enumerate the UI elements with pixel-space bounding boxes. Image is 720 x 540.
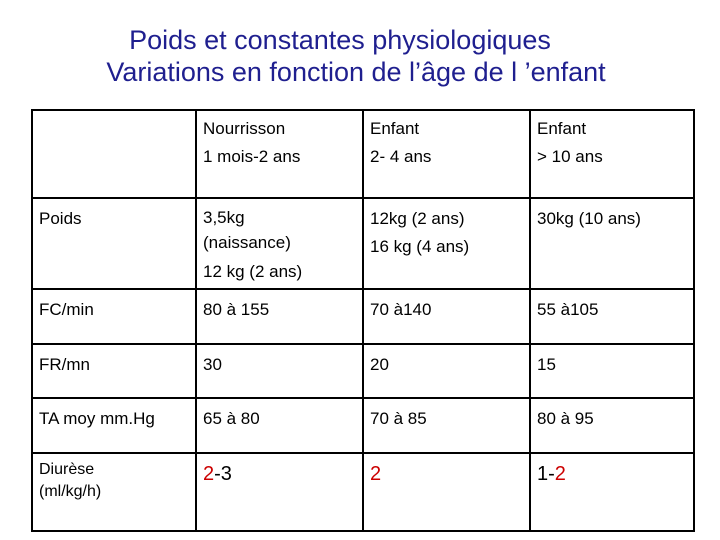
- cell-line: 30kg (10 ans): [537, 209, 641, 228]
- row-label: Poids: [32, 198, 196, 289]
- header-cell-enfant-10: [530, 110, 694, 198]
- value-part: 1: [537, 463, 549, 485]
- table-cell: [196, 453, 363, 531]
- row-label: [32, 453, 196, 531]
- table-cell: 30: [196, 344, 363, 398]
- value-part: 2: [370, 463, 382, 485]
- table-cell: 65 à 80: [196, 398, 363, 453]
- cell-line: 12 kg (2 ans): [203, 262, 303, 281]
- table-cell: 70 à 85: [363, 398, 530, 453]
- header-label: Nourrisson: [203, 119, 286, 138]
- value-separator: -: [214, 463, 221, 485]
- table-cell: [196, 198, 363, 289]
- table-cell: 20: [363, 344, 530, 398]
- value-separator: -: [548, 463, 555, 485]
- table-cell: 80 à 155: [196, 289, 363, 344]
- table-row-fr: [32, 344, 694, 398]
- table-row-fc: [32, 289, 694, 344]
- header-label: Enfant: [370, 119, 420, 138]
- cell-line: 12kg (2 ans): [370, 209, 465, 228]
- table-cell: 70 à140: [363, 289, 530, 344]
- table-cell: [363, 453, 530, 531]
- value-part: 3: [220, 463, 232, 485]
- header-age-range: 2- 4 ans: [370, 147, 432, 166]
- header-age-range: 1 mois-2 ans: [203, 147, 301, 166]
- row-label: FR/mn: [32, 344, 196, 398]
- value-part: 2: [203, 463, 215, 485]
- header-label: Enfant: [537, 119, 587, 138]
- physiology-table: [31, 109, 695, 532]
- cell-line: 3,5kg: [203, 208, 245, 227]
- header-cell-enfant-2-4: [363, 110, 530, 198]
- row-label: FC/min: [32, 289, 196, 344]
- table-cell: 55 à105: [530, 289, 694, 344]
- table-cell: [363, 198, 530, 289]
- row-label: TA moy mm.Hg: [32, 398, 196, 453]
- table-row-diurese: [32, 453, 694, 531]
- header-cell-empty: [32, 110, 196, 198]
- row-label-line: Diurèse: [39, 461, 95, 478]
- page-title: [0, 24, 720, 88]
- table-cell: [530, 198, 694, 289]
- header-cell-nourrisson: [196, 110, 363, 198]
- table-cell: 15: [530, 344, 694, 398]
- value-part: 2: [554, 463, 566, 485]
- table-cell: [530, 453, 694, 531]
- table-header-row: [32, 110, 694, 198]
- title-line-2: Variations en fonction de l’âge de l ’enfant: [106, 57, 606, 87]
- cell-line: 16 kg (4 ans): [370, 237, 470, 256]
- table-row-poids: [32, 198, 694, 289]
- table-cell: 80 à 95: [530, 398, 694, 453]
- table-row-ta: [32, 398, 694, 453]
- header-age-range: > 10 ans: [537, 147, 603, 166]
- row-label-line: (ml/kg/h): [39, 483, 102, 500]
- title-line-1: Poids et constantes physiologiques: [129, 25, 551, 55]
- cell-line: (naissance): [203, 233, 291, 252]
